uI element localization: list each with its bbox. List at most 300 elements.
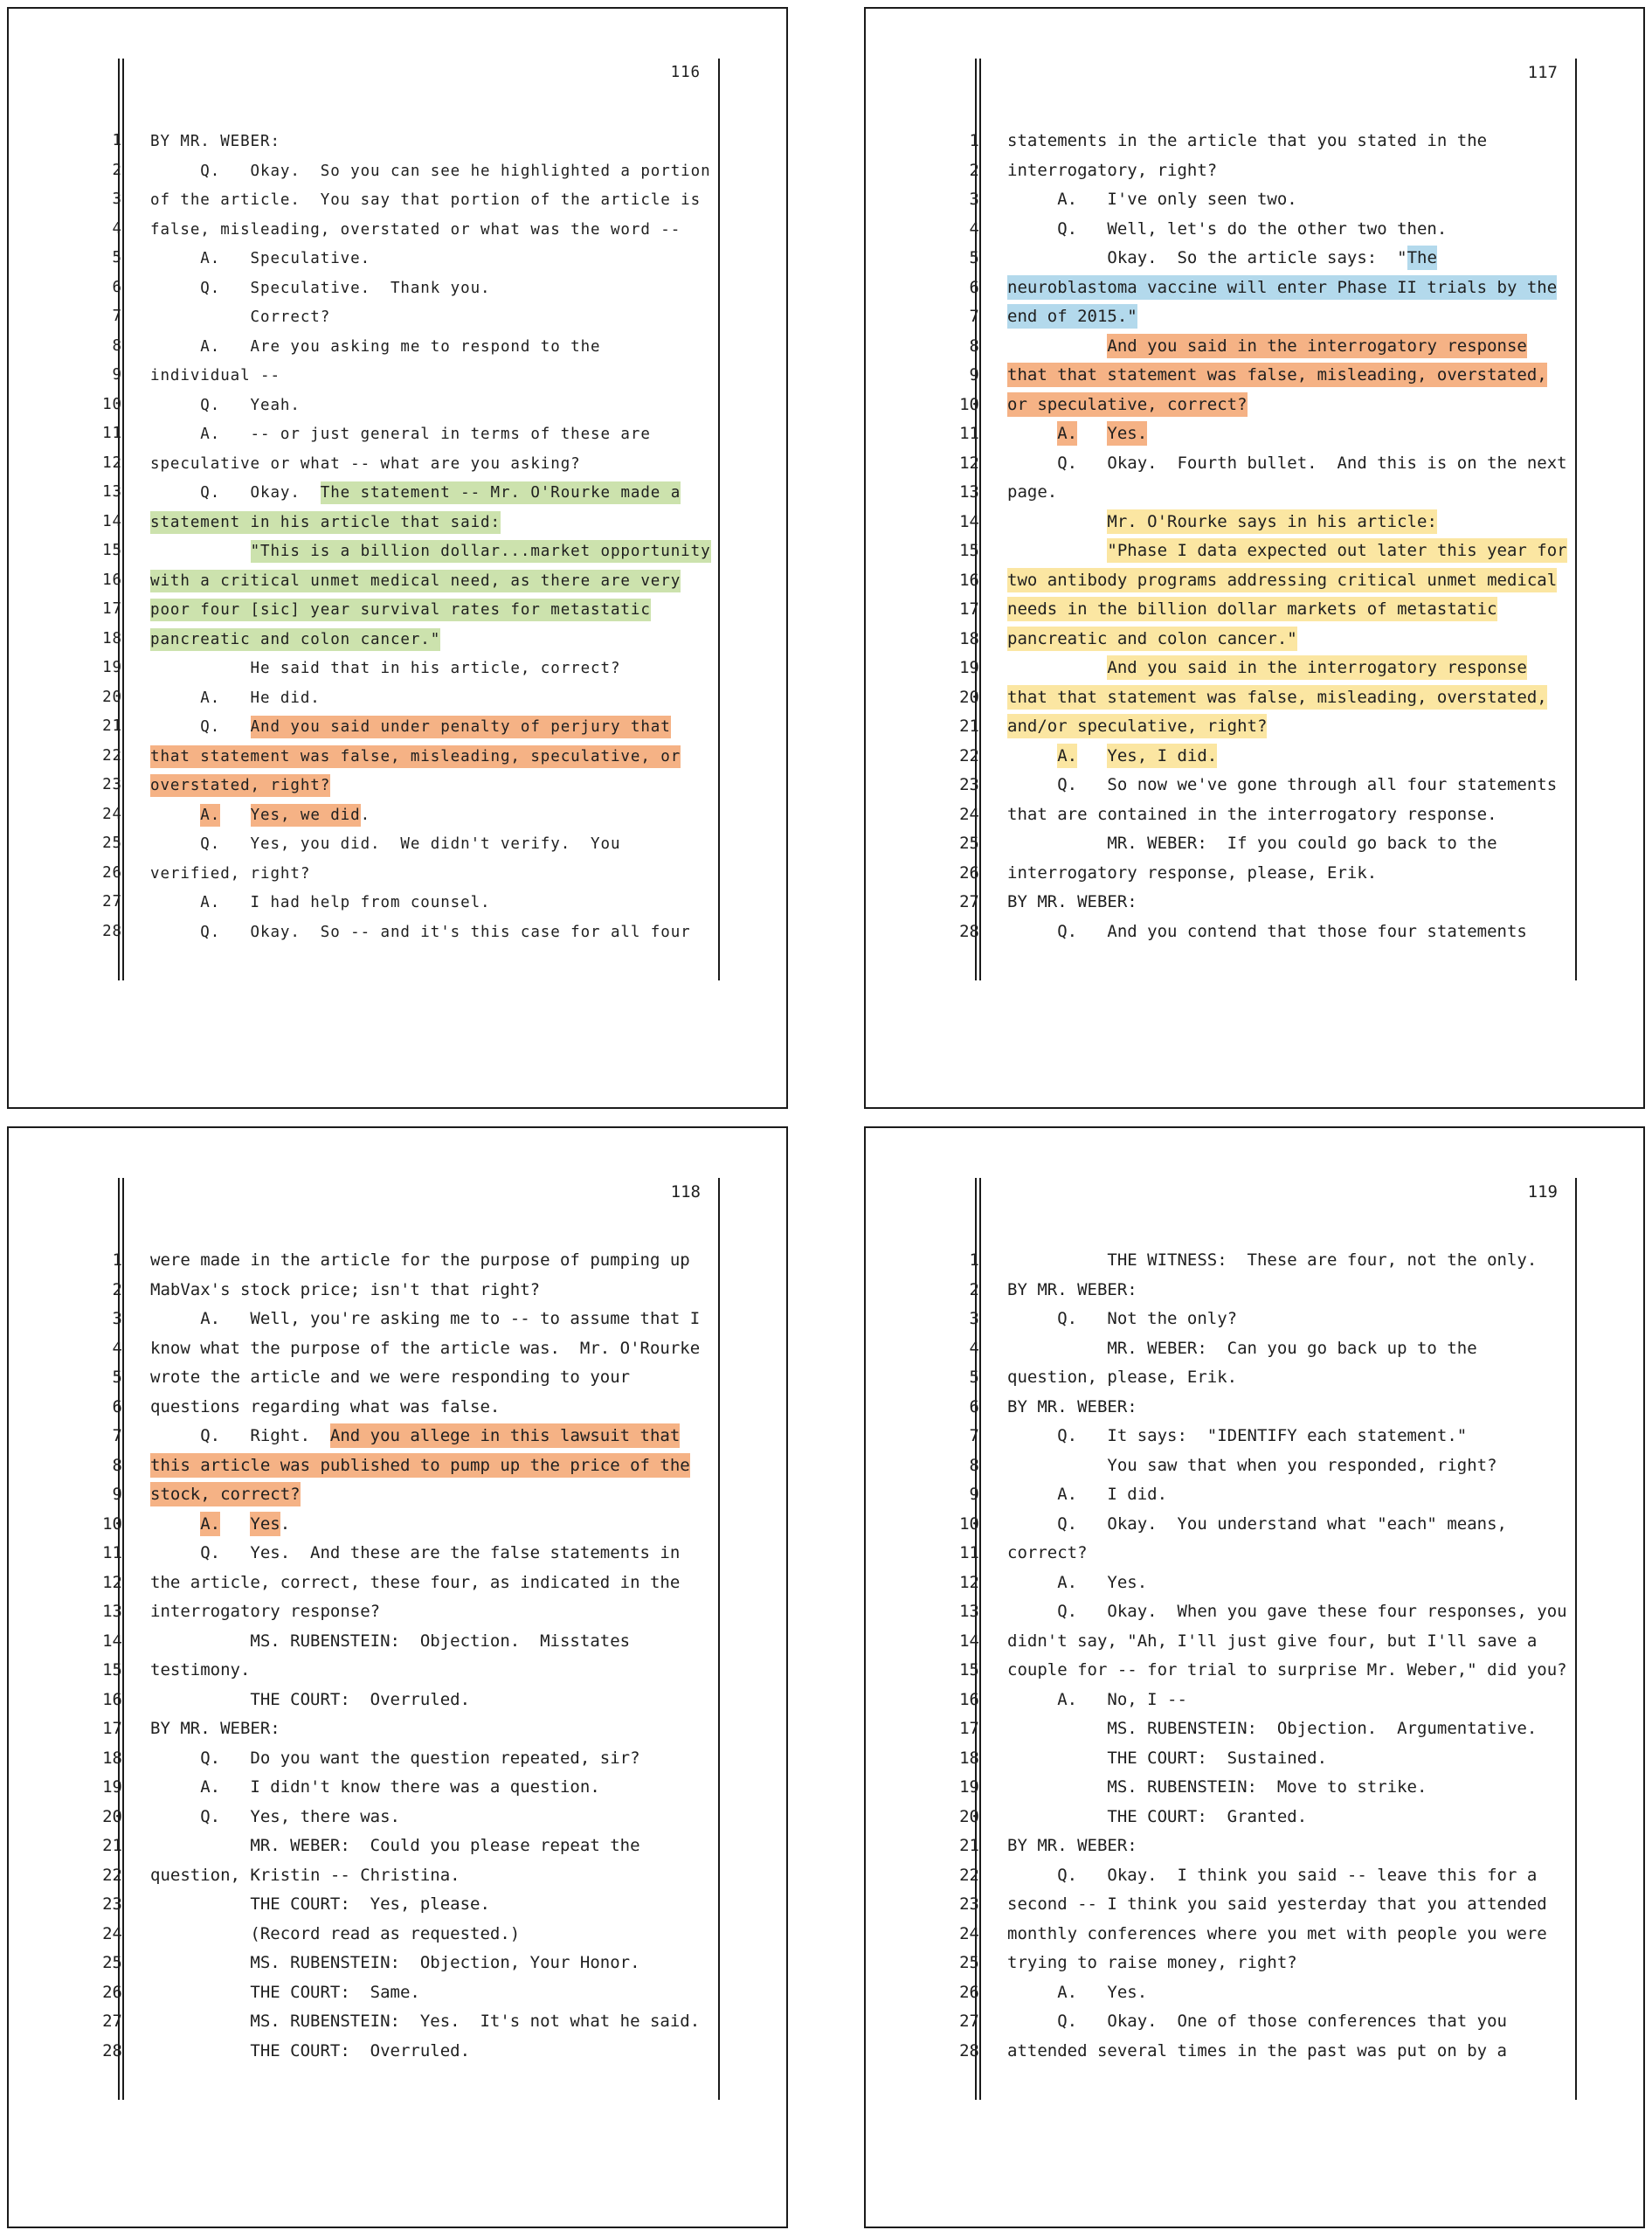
line-text [1007,805,1497,824]
line-number: 28 [102,922,122,940]
text-segment [1007,658,1107,677]
transcript-line [866,1714,1643,1744]
line-number: 5 [112,249,122,267]
highlight-green: "This is a billion dollar...market opportunity [251,540,711,563]
line-text [150,835,620,853]
line-number: 12 [102,1572,122,1592]
line-text [1007,1836,1137,1855]
text-segment: MR. WEBER: Can you go back up to the [1007,1338,1477,1358]
line-text [1007,454,1567,473]
line-text [1007,629,1297,648]
highlight-orange: Yes, we did [251,804,361,827]
line-number: 4 [969,1338,979,1358]
text-segment: MR. WEBER: Could you please repeat the [150,1836,640,1855]
transcript-line [9,332,786,362]
line-text [1007,746,1217,765]
line-text [150,484,681,502]
transcript-line [866,1510,1643,1540]
highlight-yellow: that that statement was false, misleading, overstated, [1007,685,1547,710]
highlight-orange: that that statement was false, misleading, overstated, [1007,363,1547,387]
transcript-line [9,1803,786,1832]
line-text [1007,1719,1537,1738]
line-text [1007,2012,1507,2031]
text-segment: THE COURT: Granted. [1007,1806,1308,1826]
text-segment: Q. Speculative. Thank you. [150,279,491,297]
transcript-line [9,1539,786,1569]
highlight-yellow: two antibody programs addressing critical unmet medical [1007,568,1557,592]
transcript-line [866,1978,1643,2008]
line-number: 1 [112,1250,122,1270]
transcript-line [866,1480,1643,1510]
text-segment: A. I did. [1007,1485,1168,1504]
line-number: 14 [959,1631,979,1651]
line-text [1007,1339,1477,1358]
line-text [1007,1456,1497,1475]
line-text [150,1983,420,2002]
transcript-lines [9,1246,786,2066]
transcript-line [866,1363,1643,1393]
text-segment: page. [1007,482,1058,502]
text-segment [220,807,250,824]
text-segment: BY MR. WEBER: [1007,892,1137,911]
text-segment: . [360,806,371,824]
text-segment: MS. RUBENSTEIN: Objection. Argumentative. [1007,1719,1538,1738]
text-segment: MS. RUBENSTEIN: Yes. It's not what he said. [150,2012,701,2031]
line-number: 25 [102,835,122,852]
line-number: 8 [112,336,122,355]
transcript-line [866,1803,1643,1832]
transcript-line [9,918,786,947]
line-text [1007,1983,1147,2002]
line-number: 20 [102,1806,122,1826]
highlight-orange: this article was published to pump up the price of the [150,1453,690,1478]
text-segment: interrogatory, right? [1007,160,1218,180]
line-text [150,748,681,765]
line-text [150,250,370,267]
line-number: 25 [959,1953,979,1972]
transcript-line [9,244,786,274]
transcript-line [866,1305,1643,1334]
text-segment: A. Are you asking me to respond to the [150,337,601,356]
transcript-line [9,1334,786,1364]
text-segment: Q. Okay. I think you said -- leave this for a [1007,1865,1538,1885]
page-number: 117 [1527,63,1558,82]
line-number: 13 [102,483,122,501]
text-segment: testimony. [150,1660,251,1679]
highlight-orange: Yes [250,1512,280,1536]
text-segment: A. Yes. [1007,1982,1148,2002]
text-segment: individual -- [150,367,280,384]
highlight-orange: that statement was false, misleading, speculative, or [150,745,681,768]
line-number: 18 [102,1748,122,1768]
line-text [1007,248,1437,267]
transcript-line [866,361,1643,391]
line-text [150,572,681,590]
line-number: 24 [102,805,122,823]
transcript-line [9,1480,786,1510]
line-text [150,924,691,941]
text-segment: Q. Okay. You understand what "each" means, [1007,1513,1507,1534]
line-text [150,1866,460,1885]
text-segment: MS. RUBENSTEIN: Objection, Your Honor. [150,1953,640,1972]
highlight-orange: And you said in the interrogatory response [1107,334,1526,358]
line-number: 6 [969,1396,979,1416]
line-text [1007,278,1557,297]
line-text [150,777,330,794]
transcript-line [9,419,786,449]
transcript-line [9,156,786,186]
line-number: 21 [959,1836,979,1855]
text-segment: Q. And you contend that those four statements [1007,921,1527,941]
line-text [1007,1397,1137,1416]
line-text [150,133,280,150]
transcript-line [9,361,786,391]
line-number: 26 [959,862,979,883]
line-number: 2 [969,160,979,180]
line-text [150,1690,470,1709]
line-number: 1 [112,132,122,149]
line-number: 12 [102,454,122,472]
line-number: 20 [102,688,122,706]
text-segment: A. Speculative. [150,250,371,267]
line-text [150,1280,540,1299]
line-text [150,455,581,473]
line-text [150,894,491,911]
transcript-line [9,478,786,508]
text-segment: Q. Okay. So -- and it's this case for all four [150,923,691,941]
transcript-line [866,1451,1643,1481]
line-number: 14 [102,512,122,530]
transcript-line [866,1744,1643,1774]
line-text [1007,922,1527,941]
highlight-yellow: A. [1057,744,1077,768]
transcript-line [9,127,786,156]
text-segment: MS. RUBENSTEIN: Move to strike. [1007,1777,1427,1797]
text-segment: Q. Well, let's do the other two then. [1007,218,1448,239]
text-segment: THE COURT: Yes, please. [150,1894,490,1914]
transcript-line [9,1569,786,1598]
text-segment: BY MR. WEBER: [150,1719,280,1738]
text-segment [220,1514,250,1534]
highlight-green: with a critical unmet medical need, as there are very [150,570,681,592]
transcript-line [9,1686,786,1715]
line-text [1007,131,1487,150]
line-number: 4 [112,219,122,238]
line-number: 14 [102,1631,122,1651]
line-text [150,1456,690,1475]
line-number: 22 [959,745,979,765]
line-text [150,631,440,648]
line-number: 19 [959,1777,979,1797]
text-segment: Q. Yes, you did. We didn't verify. You [150,835,621,853]
line-number: 17 [959,1719,979,1738]
line-number: 3 [112,190,122,208]
text-segment: Okay. So the article says: " [1007,248,1407,267]
line-text [150,660,620,677]
text-segment: A. Yes. [1007,1572,1148,1592]
text-segment: question, please, Erik. [1007,1368,1238,1387]
transcript-line [9,1656,786,1686]
line-text [150,1339,700,1358]
text-segment [1007,424,1057,443]
line-text [1007,1309,1237,1328]
line-text [1007,1485,1167,1504]
line-text [150,1836,640,1855]
line-number: 17 [102,600,122,618]
highlight-orange: or speculative, correct? [1007,392,1248,417]
transcript-line [866,2037,1643,2067]
transcript-line [866,888,1643,918]
transcript-line [9,2007,786,2037]
line-text [150,1309,700,1328]
transcript-line [866,1949,1643,1978]
text-segment: THE COURT: Sustained. [1007,1748,1328,1768]
highlight-yellow: Mr. O'Rourke says in his article: [1107,509,1437,534]
transcript-line [866,302,1643,332]
line-number: 4 [969,218,979,239]
line-text [1007,688,1547,707]
transcript-line [866,508,1643,537]
page-number: 118 [670,1182,701,1202]
text-segment: were made in the article for the purpose of pumping up [150,1250,690,1270]
transcript-line [866,1861,1643,1891]
line-text [150,807,370,824]
line-number: 24 [959,1923,979,1943]
line-text [150,1924,520,1943]
highlight-blue: end of 2015." [1007,304,1137,329]
line-number: 25 [102,1953,122,1972]
line-number: 10 [959,1513,979,1534]
line-text [1007,395,1248,414]
text-segment: He said that in his article, correct? [150,660,621,677]
text-segment [1077,424,1107,443]
line-text [1007,1749,1327,1768]
transcript-line [9,1861,786,1891]
text-segment: questions regarding what was false. [150,1396,501,1416]
line-text [150,1807,400,1826]
line-number: 10 [102,1513,122,1534]
transcript-line [866,829,1643,859]
transcript-line [866,127,1643,156]
line-number: 21 [102,717,122,735]
line-text [150,2041,470,2060]
transcript-line [9,1246,786,1276]
text-segment: (Record read as requested.) [150,1923,521,1943]
line-number: 28 [959,2040,979,2060]
line-number: 13 [959,1602,979,1621]
line-text [1007,571,1557,590]
line-number: 28 [102,2040,122,2060]
line-number: 22 [102,746,122,765]
transcript-line [866,1832,1643,1861]
transcript-line [866,332,1643,362]
line-text [1007,863,1377,883]
line-text [1007,336,1527,356]
line-number: 20 [959,687,979,707]
text-segment: Q. Okay. One of those conferences that you [1007,2012,1507,2031]
line-text [150,2012,700,2031]
line-text [1007,1690,1187,1709]
line-text [150,543,711,560]
line-text [150,514,501,531]
transcript-line [9,1627,786,1657]
line-number: 10 [102,395,122,413]
line-number: 11 [959,424,979,443]
text-segment: statements in the article that you stated in the [1007,131,1488,150]
transcript-line [866,595,1643,625]
line-number: 19 [959,658,979,677]
highlight-yellow: "Phase I data expected out later this year for [1107,538,1566,563]
text-segment: speculative or what -- what are you asking? [150,454,581,473]
text-segment: BY MR. WEBER: [1007,1396,1137,1416]
transcript-line [866,1246,1643,1276]
line-text [150,308,330,326]
page-number: 119 [1527,1182,1558,1202]
line-text [1007,1807,1307,1826]
line-number: 15 [959,541,979,560]
transcript-line [9,508,786,537]
line-number: 26 [102,863,122,882]
highlight-orange: stock, correct? [150,1482,301,1506]
text-segment: second -- I think you said yesterday that you attended [1007,1894,1547,1914]
transcript-line [9,1949,786,1978]
line-number: 16 [102,1689,122,1709]
transcript-line [9,566,786,596]
transcript-line [9,1393,786,1423]
line-number: 26 [102,1982,122,2002]
line-text [150,1660,250,1679]
line-text [1007,1426,1467,1445]
line-number: 24 [959,804,979,824]
line-number: 3 [969,1309,979,1328]
line-number: 27 [959,2012,979,2031]
transcript-line [9,595,786,625]
transcript-line [9,537,786,566]
line-number: 6 [969,277,979,297]
text-segment: Q. Okay. [150,484,321,502]
line-number: 7 [112,308,122,325]
transcript-page-119 [864,1126,1645,2228]
text-segment: the article, correct, these four, as indicated in the [150,1572,681,1592]
line-text [1007,365,1547,384]
line-number: 7 [969,307,979,326]
transcript-line [9,391,786,420]
line-number: 26 [959,1982,979,2002]
text-segment: verified, right? [150,864,311,883]
line-text [1007,541,1567,560]
line-text [1007,1631,1537,1651]
highlight-orange: A. [200,1512,220,1536]
transcript-line [9,771,786,800]
transcript-line [866,274,1643,303]
line-number: 4 [112,1338,122,1358]
line-number: 28 [959,921,979,941]
transcript-line [9,302,786,332]
line-number: 7 [112,1426,122,1445]
text-segment: interrogatory response, please, Erik. [1007,862,1378,883]
highlight-green: poor four [sic] year survival rates for metastatic [150,599,651,621]
line-number: 10 [959,394,979,414]
transcript-line [9,1363,786,1393]
line-number: 2 [112,1279,122,1299]
line-text [150,689,321,707]
transcript-line [9,859,786,889]
line-text [1007,658,1527,677]
text-segment: You saw that when you responded, right? [1007,1455,1497,1475]
highlight-orange: overstated, right? [150,774,330,797]
transcript-line [866,1539,1643,1569]
highlight-green: The statement -- Mr. O'Rourke made a [321,481,681,504]
transcript-line [866,771,1643,800]
transcript-line [866,1773,1643,1803]
text-segment: attended several times in the past was put on by a [1007,2040,1507,2060]
transcript-line [866,449,1643,479]
text-segment: interrogatory response? [150,1602,381,1621]
text-segment [150,807,200,824]
line-text [1007,1543,1088,1562]
text-segment [1007,746,1057,765]
line-number: 1 [969,1250,979,1270]
text-segment: know what the purpose of the article was. Mr. O'Rourke [150,1338,701,1358]
transcript-line [9,683,786,713]
line-text [1007,599,1497,619]
highlight-orange: And you allege in this lawsuit that [330,1423,680,1448]
line-text [1007,834,1497,853]
line-text [150,1749,640,1768]
transcript-line [9,1597,786,1627]
transcript-line [866,1334,1643,1364]
highlight-orange: A. [1057,421,1077,446]
highlight-orange: Yes. [1107,421,1147,446]
line-text [150,1631,630,1651]
text-segment [1007,336,1107,356]
text-segment [150,543,251,560]
line-text [1007,1280,1137,1299]
text-segment: MabVax's stock price; isn't that right? [150,1279,541,1299]
text-segment: THE WITNESS: These are four, not the only. [1007,1250,1538,1270]
text-segment: didn't say, "Ah, I'll just give four, but I'll save a [1007,1631,1538,1651]
line-text [1007,1573,1147,1592]
transcript-line [866,537,1643,566]
transcript-line [9,1890,786,1920]
highlight-green: statement in his article that said: [150,511,501,534]
transcript-line [866,1422,1643,1451]
text-segment: THE COURT: Overruled. [150,2040,471,2060]
line-number: 27 [102,893,122,911]
transcript-page-117 [864,7,1645,1109]
line-text [150,1894,490,1914]
line-text [1007,1866,1537,1885]
transcript-line [9,274,786,303]
transcript-line [9,185,786,215]
line-text [150,1368,630,1387]
transcript-line [866,1890,1643,1920]
line-text [1007,161,1217,180]
highlight-orange: A. [200,804,220,827]
line-number: 15 [102,542,122,559]
text-segment: Q. Okay. When you gave these four responses, you [1007,1602,1567,1621]
transcript-line [866,742,1643,772]
line-number: 9 [112,1485,122,1504]
line-number: 21 [959,717,979,736]
text-segment: Q. It says: "IDENTIFY each statement." [1007,1426,1468,1445]
line-number: 8 [969,1455,979,1475]
line-number: 11 [959,1543,979,1562]
text-segment: A. He did. [150,689,321,707]
line-number: 18 [959,628,979,648]
line-number: 25 [959,834,979,853]
line-number: 5 [969,248,979,267]
